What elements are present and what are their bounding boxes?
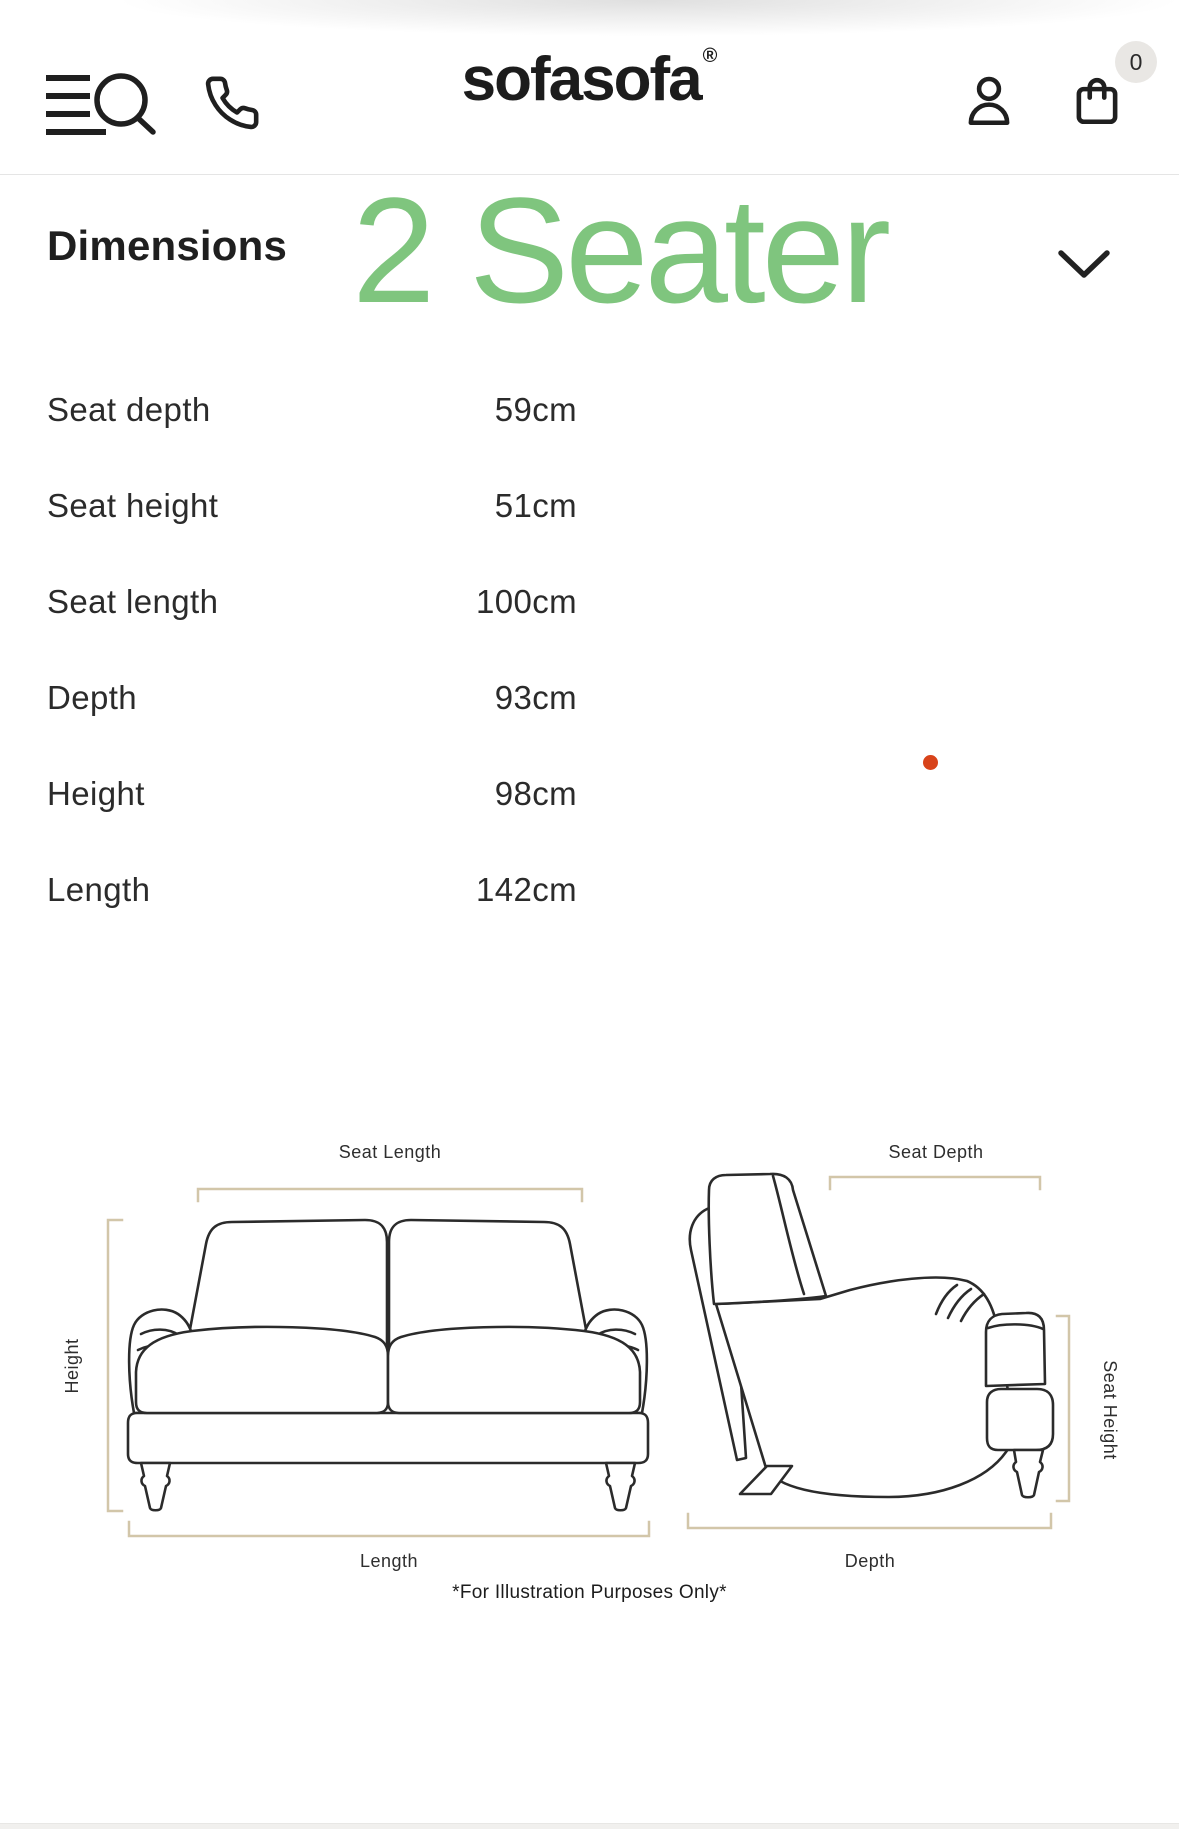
- dimension-label: Height: [47, 775, 145, 812]
- illustration-footnote: *For Illustration Purposes Only*: [452, 1582, 727, 1603]
- brand-logo-text: sofasofa: [461, 45, 701, 114]
- dimensions-title: Dimensions: [47, 222, 288, 269]
- dimension-label: Seat depth: [47, 391, 211, 428]
- seat-depth-label: Seat Depth: [888, 1142, 984, 1162]
- dimension-value: 98cm: [494, 775, 577, 812]
- table-row: [47, 746, 577, 842]
- height-label: Height: [62, 1338, 82, 1394]
- orange-dot: [923, 755, 938, 770]
- sofa-dimension-diagram: [40, 1118, 1140, 1588]
- table-row: [47, 842, 577, 938]
- variant-selected-label: 2 Seater: [352, 166, 888, 334]
- variant-selector[interactable]: [352, 168, 887, 333]
- table-row: [47, 650, 577, 746]
- cart-count: 0: [1129, 48, 1143, 75]
- chevron-down-icon[interactable]: [1058, 250, 1110, 280]
- sofa-side-view: [690, 1174, 1053, 1497]
- dimension-value: 100cm: [475, 583, 577, 620]
- table-row: [47, 554, 577, 650]
- length-label: Length: [359, 1551, 419, 1571]
- cart-button[interactable]: [1068, 70, 1126, 130]
- depth-label: Depth: [844, 1551, 896, 1571]
- dimension-label: Seat length: [47, 583, 219, 620]
- menu-search-icon: [44, 124, 158, 139]
- dimension-value: 59cm: [494, 391, 577, 428]
- dimension-label: Depth: [47, 679, 138, 716]
- shopping-bag-icon: [1068, 118, 1126, 133]
- registered-mark: ®: [702, 45, 718, 67]
- dimension-value: 51cm: [494, 487, 577, 524]
- seat-height-label: Seat Height: [1100, 1360, 1120, 1460]
- dimension-value: 142cm: [475, 871, 577, 908]
- seat-length-label: Seat Length: [338, 1142, 442, 1162]
- phone-icon: [203, 120, 261, 135]
- dimension-label: Length: [47, 871, 151, 908]
- table-row: [47, 458, 577, 554]
- account-icon: [960, 118, 1018, 133]
- dimension-table: [47, 362, 577, 938]
- dimension-label: Seat height: [47, 487, 219, 524]
- account-button[interactable]: [960, 72, 1018, 130]
- cart-count-badge: [1115, 41, 1157, 83]
- table-row: [47, 362, 577, 458]
- bottom-section-edge: [0, 1823, 1179, 1829]
- dimension-value: 93cm: [494, 679, 577, 716]
- sofa-front-view: [128, 1220, 648, 1510]
- top-shadow: [0, 0, 1179, 44]
